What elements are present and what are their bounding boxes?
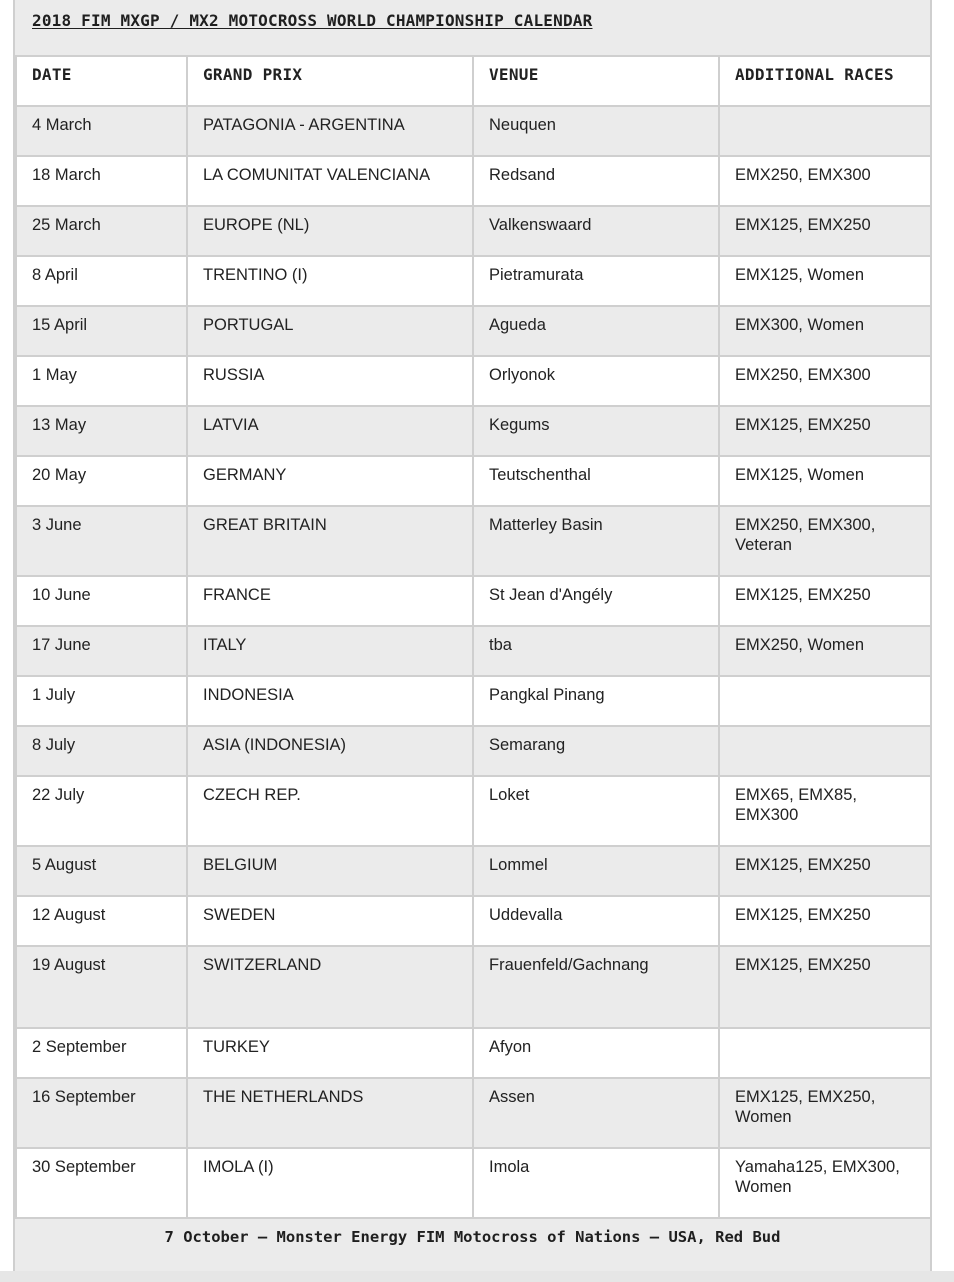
cell-grand-prix: PORTUGAL [187, 306, 473, 356]
table-row [16, 776, 931, 846]
cell-date: 4 March [16, 106, 187, 156]
cell-venue: Uddevalla [473, 896, 719, 946]
cell-additional-races: EMX125, EMX250, Women [719, 1078, 931, 1148]
cell-additional-races [719, 1028, 931, 1078]
cell-date: 17 June [16, 626, 187, 676]
cell-venue: Neuquen [473, 106, 719, 156]
cell-grand-prix: THE NETHERLANDS [187, 1078, 473, 1148]
cell-venue: Imola [473, 1148, 719, 1218]
cell-venue: tba [473, 626, 719, 676]
cell-additional-races: EMX250, EMX300, Veteran [719, 506, 931, 576]
cell-additional-races: EMX250, EMX300 [719, 156, 931, 206]
cell-date: 8 July [16, 726, 187, 776]
table-header-row [16, 56, 931, 106]
cell-grand-prix: TURKEY [187, 1028, 473, 1078]
table-row [16, 406, 931, 456]
cell-date: 22 July [16, 776, 187, 846]
table-row [16, 726, 931, 776]
table-row [16, 946, 931, 1028]
cell-grand-prix: BELGIUM [187, 846, 473, 896]
cell-venue: Kegums [473, 406, 719, 456]
cell-date: 19 August [16, 946, 187, 1028]
cell-venue: St Jean d'Angély [473, 576, 719, 626]
table-row [16, 896, 931, 946]
cell-date: 10 June [16, 576, 187, 626]
table-row [16, 1148, 931, 1218]
cell-additional-races [719, 726, 931, 776]
table-row [16, 1028, 931, 1078]
cell-venue: Teutschenthal [473, 456, 719, 506]
cell-additional-races: EMX250, Women [719, 626, 931, 676]
cell-date: 16 September [16, 1078, 187, 1148]
cell-grand-prix: GERMANY [187, 456, 473, 506]
cell-additional-races: EMX125, Women [719, 256, 931, 306]
cell-venue: Assen [473, 1078, 719, 1148]
cell-venue: Matterley Basin [473, 506, 719, 576]
cell-additional-races: EMX125, EMX250 [719, 846, 931, 896]
cell-grand-prix: PATAGONIA - ARGENTINA [187, 106, 473, 156]
calendar-sheet [13, 0, 932, 1271]
table-row [16, 576, 931, 626]
table-row [16, 1078, 931, 1148]
cell-grand-prix: IMOLA (I) [187, 1148, 473, 1218]
header-grand-prix: GRAND PRIX [187, 56, 473, 106]
cell-venue: Loket [473, 776, 719, 846]
cell-venue: Pietramurata [473, 256, 719, 306]
cell-venue: Valkenswaard [473, 206, 719, 256]
cell-date: 15 April [16, 306, 187, 356]
cell-grand-prix: SWEDEN [187, 896, 473, 946]
cell-additional-races: EMX125, EMX250 [719, 406, 931, 456]
cell-venue: Redsand [473, 156, 719, 206]
cell-date: 13 May [16, 406, 187, 456]
cell-additional-races: Yamaha125, EMX300, Women [719, 1148, 931, 1218]
cell-grand-prix: LATVIA [187, 406, 473, 456]
cell-date: 1 May [16, 356, 187, 406]
cell-venue: Afyon [473, 1028, 719, 1078]
table-row [16, 106, 931, 156]
bottom-strip [0, 1271, 954, 1282]
cell-date: 2 September [16, 1028, 187, 1078]
cell-additional-races: EMX300, Women [719, 306, 931, 356]
nations-footer-note: 7 October – Monster Energy FIM Motocross of Nations – USA, Red Bud [164, 1228, 781, 1246]
cell-venue: Orlyonok [473, 356, 719, 406]
table-row [16, 456, 931, 506]
cell-additional-races: EMX125, Women [719, 456, 931, 506]
cell-venue: Pangkal Pinang [473, 676, 719, 726]
cell-grand-prix: EUROPE (NL) [187, 206, 473, 256]
cell-grand-prix: FRANCE [187, 576, 473, 626]
cell-grand-prix: INDONESIA [187, 676, 473, 726]
cell-date: 5 August [16, 846, 187, 896]
header-date: DATE [16, 56, 187, 106]
cell-additional-races: EMX125, EMX250 [719, 946, 931, 1028]
cell-grand-prix: ITALY [187, 626, 473, 676]
cell-additional-races: EMX125, EMX250 [719, 576, 931, 626]
table-row [16, 626, 931, 676]
cell-date: 25 March [16, 206, 187, 256]
cell-grand-prix: RUSSIA [187, 356, 473, 406]
cell-additional-races [719, 676, 931, 726]
cell-grand-prix: SWITZERLAND [187, 946, 473, 1028]
cell-venue: Frauenfeld/Gachnang [473, 946, 719, 1028]
cell-venue: Agueda [473, 306, 719, 356]
header-venue: VENUE [473, 56, 719, 106]
cell-date: 20 May [16, 456, 187, 506]
cell-grand-prix: LA COMUNITAT VALENCIANA [187, 156, 473, 206]
cell-grand-prix: CZECH REP. [187, 776, 473, 846]
cell-grand-prix: GREAT BRITAIN [187, 506, 473, 576]
table-row [16, 506, 931, 576]
cell-additional-races: EMX125, EMX250 [719, 206, 931, 256]
header-additional-races: ADDITIONAL RACES [719, 56, 931, 106]
cell-grand-prix: ASIA (INDONESIA) [187, 726, 473, 776]
cell-venue: Semarang [473, 726, 719, 776]
cell-date: 18 March [16, 156, 187, 206]
calendar-table [15, 55, 932, 1219]
table-row [16, 156, 931, 206]
cell-additional-races: EMX65, EMX85, EMX300 [719, 776, 931, 846]
cell-grand-prix: TRENTINO (I) [187, 256, 473, 306]
calendar-title: 2018 FIM MXGP / MX2 MOTOCROSS WORLD CHAMPIONSHIP CALENDAR [32, 11, 593, 30]
cell-date: 30 September [16, 1148, 187, 1218]
table-row [16, 846, 931, 896]
cell-date: 3 June [16, 506, 187, 576]
table-row [16, 306, 931, 356]
cell-date: 12 August [16, 896, 187, 946]
cell-additional-races [719, 106, 931, 156]
table-row [16, 676, 931, 726]
table-row [16, 356, 931, 406]
cell-additional-races: EMX250, EMX300 [719, 356, 931, 406]
cell-date: 8 April [16, 256, 187, 306]
table-row [16, 256, 931, 306]
cell-venue: Lommel [473, 846, 719, 896]
table-row [16, 206, 931, 256]
cell-date: 1 July [16, 676, 187, 726]
cell-additional-races: EMX125, EMX250 [719, 896, 931, 946]
